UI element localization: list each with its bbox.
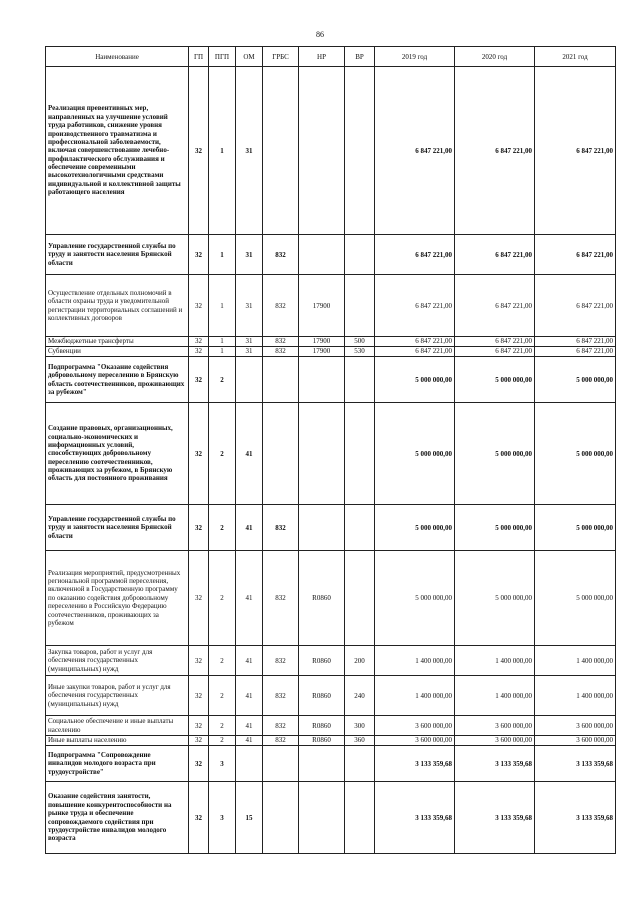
table-row (46, 505, 616, 551)
cell-pgp: 2 (209, 403, 236, 505)
cell-y2019: 1 400 000,00 (375, 676, 455, 716)
cell-y2020: 6 847 221,00 (455, 235, 535, 275)
cell-om: 31 (236, 67, 263, 235)
cell-y2020: 1 400 000,00 (455, 676, 535, 716)
cell-np (299, 505, 345, 551)
cell-y2019: 6 847 221,00 (375, 275, 455, 337)
cell-np (299, 67, 345, 235)
cell-y2021: 3 600 000,00 (535, 716, 616, 736)
cell-y2020: 5 000 000,00 (455, 357, 535, 403)
cell-pgp: 2 (209, 676, 236, 716)
row-name: Иные закупки товаров, работ и услуг для обеспечения государственных (муниципальных) нужд (46, 676, 189, 716)
cell-y2019: 5 000 000,00 (375, 357, 455, 403)
cell-vr: 530 (345, 347, 375, 357)
table-row (46, 551, 616, 646)
cell-y2020: 6 847 221,00 (455, 337, 535, 347)
cell-pgp: 2 (209, 357, 236, 403)
row-name: Иные выплаты населению (46, 736, 189, 746)
cell-gp: 32 (189, 551, 209, 646)
cell-y2019: 5 000 000,00 (375, 403, 455, 505)
cell-vr (345, 551, 375, 646)
table-row (46, 676, 616, 716)
cell-y2019: 6 847 221,00 (375, 337, 455, 347)
table-row (46, 357, 616, 403)
cell-np (299, 746, 345, 782)
cell-y2019: 1 400 000,00 (375, 646, 455, 676)
cell-grbs: 832 (263, 646, 299, 676)
cell-vr: 300 (345, 716, 375, 736)
cell-grbs (263, 357, 299, 403)
cell-y2021: 5 000 000,00 (535, 357, 616, 403)
cell-gp: 32 (189, 337, 209, 347)
cell-grbs (263, 403, 299, 505)
cell-y2021: 3 133 359,68 (535, 782, 616, 854)
cell-y2021: 6 847 221,00 (535, 337, 616, 347)
cell-y2021: 5 000 000,00 (535, 505, 616, 551)
header-2021: 2021 год (535, 47, 616, 67)
cell-om: 15 (236, 782, 263, 854)
row-name: Подпрограмма "Сопровождение инвалидов молодого возраста при трудоустройстве" (46, 746, 189, 782)
cell-pgp: 2 (209, 736, 236, 746)
cell-y2020: 6 847 221,00 (455, 347, 535, 357)
cell-pgp: 1 (209, 275, 236, 337)
cell-y2020: 3 600 000,00 (455, 716, 535, 736)
cell-om (236, 746, 263, 782)
cell-gp: 32 (189, 646, 209, 676)
cell-np (299, 403, 345, 505)
table-row (46, 275, 616, 337)
header-np: НР (299, 47, 345, 67)
cell-np: R0860 (299, 551, 345, 646)
table-row (46, 646, 616, 676)
cell-grbs: 832 (263, 235, 299, 275)
cell-pgp: 1 (209, 337, 236, 347)
table-row (46, 235, 616, 275)
cell-y2021: 1 400 000,00 (535, 646, 616, 676)
cell-y2021: 5 000 000,00 (535, 551, 616, 646)
header-om: ОМ (236, 47, 263, 67)
cell-gp: 32 (189, 736, 209, 746)
cell-y2020: 3 133 359,68 (455, 782, 535, 854)
cell-vr (345, 782, 375, 854)
cell-gp: 32 (189, 716, 209, 736)
cell-np: 17900 (299, 347, 345, 357)
cell-grbs: 832 (263, 676, 299, 716)
row-name: Осуществление отдельных полномочий в области охраны труда и уведомительной регистрации территориальных соглашений и коллективных договоров (46, 275, 189, 337)
cell-grbs: 832 (263, 347, 299, 357)
cell-np: 17900 (299, 275, 345, 337)
cell-om: 41 (236, 716, 263, 736)
cell-vr (345, 67, 375, 235)
cell-vr (345, 505, 375, 551)
cell-y2021: 6 847 221,00 (535, 275, 616, 337)
cell-np (299, 235, 345, 275)
cell-np: R0860 (299, 646, 345, 676)
cell-vr: 360 (345, 736, 375, 746)
cell-grbs (263, 67, 299, 235)
cell-grbs: 832 (263, 736, 299, 746)
cell-y2019: 5 000 000,00 (375, 551, 455, 646)
cell-y2019: 6 847 221,00 (375, 235, 455, 275)
cell-y2021: 6 847 221,00 (535, 235, 616, 275)
row-name: Создание правовых, организационных, социально-экономических и информационных условий, способствующих добровольному переселению соотечественников, проживающих за рубежом, в Брянскую область для постоянного проживания (46, 403, 189, 505)
cell-om: 41 (236, 505, 263, 551)
cell-vr (345, 403, 375, 505)
header-2019: 2019 год (375, 47, 455, 67)
cell-y2019: 3 600 000,00 (375, 736, 455, 746)
cell-y2021: 5 000 000,00 (535, 403, 616, 505)
cell-y2021: 6 847 221,00 (535, 347, 616, 357)
cell-om (236, 357, 263, 403)
header-gp: ГП (189, 47, 209, 67)
table-row (46, 716, 616, 736)
table-row (46, 67, 616, 235)
cell-om: 31 (236, 275, 263, 337)
cell-np: 17900 (299, 337, 345, 347)
cell-y2019: 6 847 221,00 (375, 67, 455, 235)
row-name: Управление государственной службы по труду и занятости населения Брянской области (46, 235, 189, 275)
header-name: Наименование (46, 47, 189, 67)
header-2020: 2020 год (455, 47, 535, 67)
cell-vr (345, 235, 375, 275)
cell-vr: 240 (345, 676, 375, 716)
cell-gp: 32 (189, 275, 209, 337)
row-name: Подпрограмма "Оказание содействия добровольному переселению в Брянскую область соотечественников, проживающих за рубежом" (46, 357, 189, 403)
cell-vr: 500 (345, 337, 375, 347)
cell-y2019: 5 000 000,00 (375, 505, 455, 551)
page-number: 86 (316, 30, 324, 39)
cell-grbs: 832 (263, 505, 299, 551)
cell-np: R0860 (299, 676, 345, 716)
cell-gp: 32 (189, 746, 209, 782)
cell-om: 41 (236, 676, 263, 716)
cell-vr (345, 746, 375, 782)
row-name: Оказание содействия занятости, повышение конкурентоспособности на рынке труда и обеспечение сопровождаемого содействия при трудоустройстве инвалидов молодого возраста (46, 782, 189, 854)
row-name: Управление государственной службы по труду и занятости населения Брянской области (46, 505, 189, 551)
cell-gp: 32 (189, 235, 209, 275)
cell-om: 41 (236, 646, 263, 676)
cell-y2019: 3 133 359,68 (375, 746, 455, 782)
header-row (46, 47, 616, 67)
cell-gp: 32 (189, 676, 209, 716)
table-row (46, 736, 616, 746)
cell-y2020: 5 000 000,00 (455, 403, 535, 505)
cell-pgp: 2 (209, 646, 236, 676)
cell-gp: 32 (189, 403, 209, 505)
table-row (46, 746, 616, 782)
cell-grbs: 832 (263, 275, 299, 337)
cell-grbs: 832 (263, 716, 299, 736)
cell-pgp: 2 (209, 716, 236, 736)
cell-vr (345, 357, 375, 403)
cell-np (299, 782, 345, 854)
cell-pgp: 2 (209, 505, 236, 551)
table-row (46, 782, 616, 854)
cell-y2020: 3 600 000,00 (455, 736, 535, 746)
cell-y2019: 6 847 221,00 (375, 347, 455, 357)
cell-pgp: 1 (209, 235, 236, 275)
cell-y2021: 6 847 221,00 (535, 67, 616, 235)
cell-grbs: 832 (263, 551, 299, 646)
cell-om: 41 (236, 403, 263, 505)
row-name: Реализация превентивных мер, направленных на улучшение условий труда работников, снижение уровня производственного травматизма и профессиональной заболеваемости, включая совершенствование лечебно-профилактического обслуживания и обеспечение современными высокотехнологичными средствами индивидуальной и коллективной защиты работающего населения (46, 67, 189, 235)
cell-pgp: 1 (209, 67, 236, 235)
cell-om: 31 (236, 337, 263, 347)
cell-y2021: 1 400 000,00 (535, 676, 616, 716)
cell-om: 31 (236, 235, 263, 275)
cell-grbs (263, 782, 299, 854)
cell-gp: 32 (189, 347, 209, 357)
header-vr: ВР (345, 47, 375, 67)
table-body (46, 67, 616, 854)
header-pgp: ПГП (209, 47, 236, 67)
cell-grbs (263, 746, 299, 782)
cell-np: R0860 (299, 736, 345, 746)
header-grbs: ГРБС (263, 47, 299, 67)
cell-np: R0860 (299, 716, 345, 736)
cell-gp: 32 (189, 357, 209, 403)
cell-om: 31 (236, 347, 263, 357)
cell-np (299, 357, 345, 403)
cell-y2020: 5 000 000,00 (455, 505, 535, 551)
row-name: Межбюджетные трансферты (46, 337, 189, 347)
cell-gp: 32 (189, 67, 209, 235)
cell-y2020: 6 847 221,00 (455, 275, 535, 337)
row-name: Социальное обеспечение и иные выплаты населению (46, 716, 189, 736)
cell-pgp: 3 (209, 782, 236, 854)
cell-om: 41 (236, 736, 263, 746)
cell-pgp: 3 (209, 746, 236, 782)
cell-vr (345, 275, 375, 337)
cell-y2019: 3 600 000,00 (375, 716, 455, 736)
cell-y2020: 1 400 000,00 (455, 646, 535, 676)
cell-y2020: 3 133 359,68 (455, 746, 535, 782)
cell-vr: 200 (345, 646, 375, 676)
cell-y2019: 3 133 359,68 (375, 782, 455, 854)
row-name: Реализация мероприятий, предусмотренных региональной программой переселения, включенной в Государственную программу по оказанию содействия добровольному переселению в Российскую Федерацию соотечественников, проживающих за рубежом (46, 551, 189, 646)
table-row (46, 347, 616, 357)
budget-table (45, 46, 616, 854)
cell-y2021: 3 600 000,00 (535, 736, 616, 746)
row-name: Субвенции (46, 347, 189, 357)
cell-y2020: 5 000 000,00 (455, 551, 535, 646)
table-row (46, 337, 616, 347)
table-row (46, 403, 616, 505)
cell-om: 41 (236, 551, 263, 646)
cell-gp: 32 (189, 505, 209, 551)
cell-pgp: 1 (209, 347, 236, 357)
row-name: Закупка товаров, работ и услуг для обеспечения государственных (муниципальных) нужд (46, 646, 189, 676)
cell-y2020: 6 847 221,00 (455, 67, 535, 235)
cell-grbs: 832 (263, 337, 299, 347)
cell-pgp: 2 (209, 551, 236, 646)
cell-y2021: 3 133 359,68 (535, 746, 616, 782)
cell-gp: 32 (189, 782, 209, 854)
